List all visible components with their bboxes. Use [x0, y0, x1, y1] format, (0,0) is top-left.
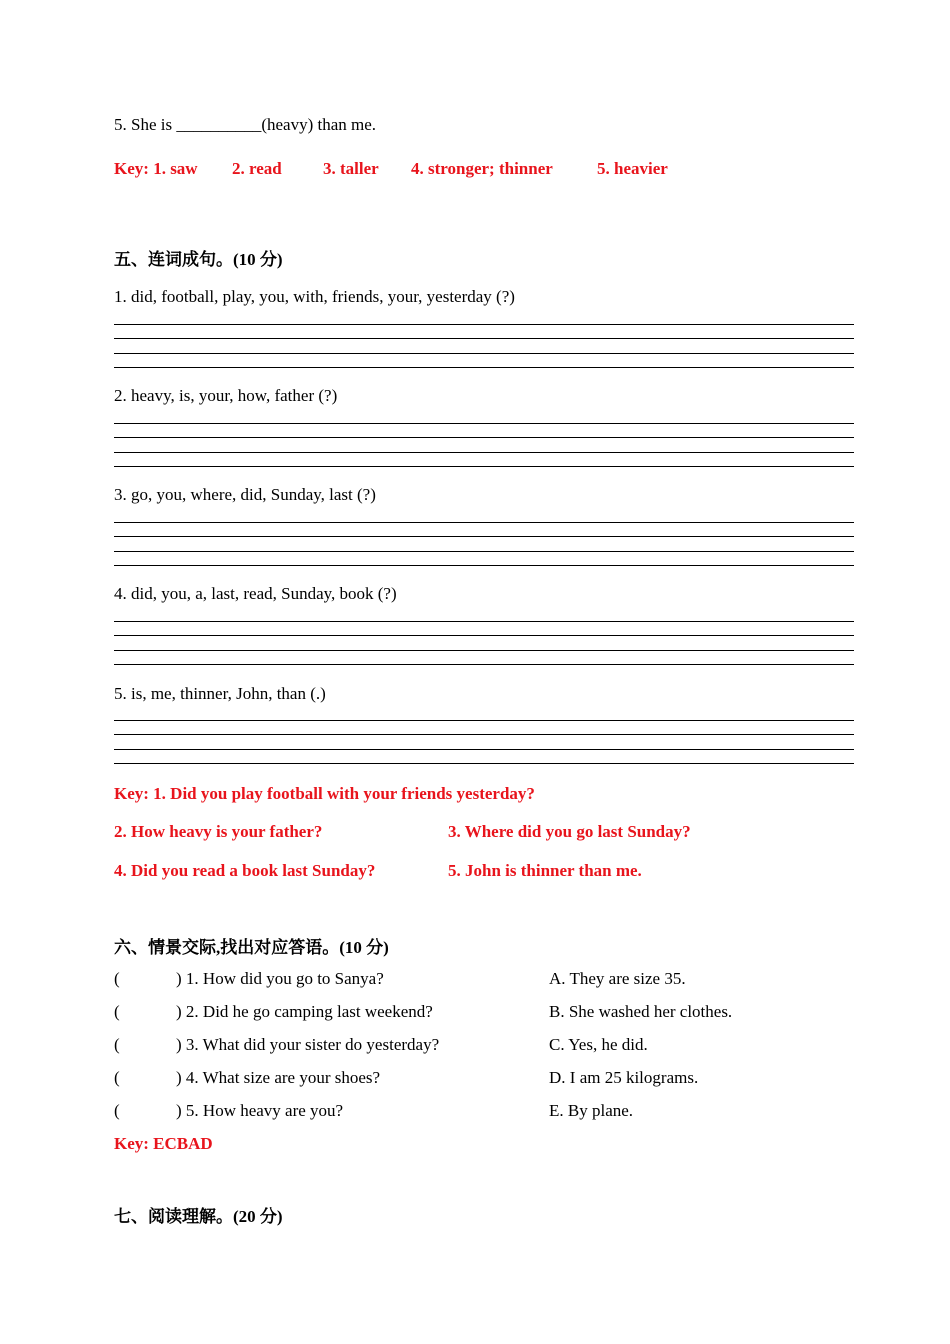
answer-line — [114, 367, 854, 368]
answer-line — [114, 536, 854, 537]
key-label: Key: — [114, 159, 149, 178]
dialogue-question: ) 3. What did your sister do yesterday? — [176, 1035, 440, 1054]
key-item: 5. heavier — [597, 159, 668, 178]
dialogue-question: ) 4. What size are your shoes? — [176, 1068, 381, 1087]
key-item: 5. John is thinner than me. — [448, 861, 642, 880]
dialogue-answer: D. I am 25 kilograms. — [549, 1068, 699, 1087]
bracket-open: ( — [114, 1035, 120, 1054]
answer-line — [114, 621, 854, 622]
key-item: 4. Did you read a book last Sunday? — [114, 861, 376, 880]
answer-key-5-line1: Key: 1. Did you play football with your friends yesterday? — [114, 784, 535, 803]
dialogue-question: ) 2. Did he go camping last weekend? — [176, 1002, 433, 1021]
answer-key-6: Key: ECBAD — [114, 1134, 213, 1153]
sentence-question: 5. is, me, thinner, John, than (.) — [114, 684, 326, 703]
bracket-open: ( — [114, 1068, 120, 1087]
answer-line — [114, 551, 854, 552]
section-6-heading: 六、情景交际,找出对应答语。(10 分) — [114, 938, 389, 957]
answer-line — [114, 734, 854, 735]
key-item: 2. read — [232, 159, 282, 178]
answer-key-4 — [114, 159, 198, 179]
answer-line — [114, 522, 854, 523]
key-item: 1. saw — [153, 159, 198, 178]
section-7-heading: 七、阅读理解。(20 分) — [114, 1207, 283, 1226]
bracket-open: ( — [114, 1101, 120, 1120]
answer-line — [114, 650, 854, 651]
dialogue-answer: C. Yes, he did. — [549, 1035, 648, 1054]
answer-line — [114, 565, 854, 566]
answer-line — [114, 466, 854, 467]
key-item: 3. taller — [323, 159, 379, 178]
answer-line — [114, 452, 854, 453]
answer-line — [114, 437, 854, 438]
answer-line — [114, 635, 854, 636]
section-5-heading: 五、连词成句。(10 分) — [114, 250, 283, 269]
answer-line — [114, 763, 854, 764]
answer-line — [114, 664, 854, 665]
answer-line — [114, 749, 854, 750]
key-item: 2. How heavy is your father? — [114, 822, 323, 841]
bracket-open: ( — [114, 1002, 120, 1021]
key-item: 4. stronger; thinner — [411, 159, 553, 178]
bracket-open: ( — [114, 969, 120, 988]
answer-line — [114, 720, 854, 721]
dialogue-question: ) 1. How did you go to Sanya? — [176, 969, 384, 988]
sentence-question: 3. go, you, where, did, Sunday, last (?) — [114, 485, 376, 504]
question-4-5: 5. She is __________(heavy) than me. — [114, 115, 377, 134]
dialogue-answer: E. By plane. — [549, 1101, 634, 1120]
answer-line — [114, 338, 854, 339]
key-item: 3. Where did you go last Sunday? — [448, 822, 691, 841]
sentence-question: 1. did, football, play, you, with, friends, your, yesterday (?) — [114, 287, 515, 306]
answer-line — [114, 423, 854, 424]
answer-line — [114, 324, 854, 325]
sentence-question: 2. heavy, is, your, how, father (?) — [114, 386, 338, 405]
sentence-question: 4. did, you, a, last, read, Sunday, book (?) — [114, 584, 397, 603]
dialogue-answer: B. She washed her clothes. — [549, 1002, 733, 1021]
answer-line — [114, 353, 854, 354]
dialogue-question: ) 5. How heavy are you? — [176, 1101, 344, 1120]
dialogue-answer: A. They are size 35. — [549, 969, 686, 988]
